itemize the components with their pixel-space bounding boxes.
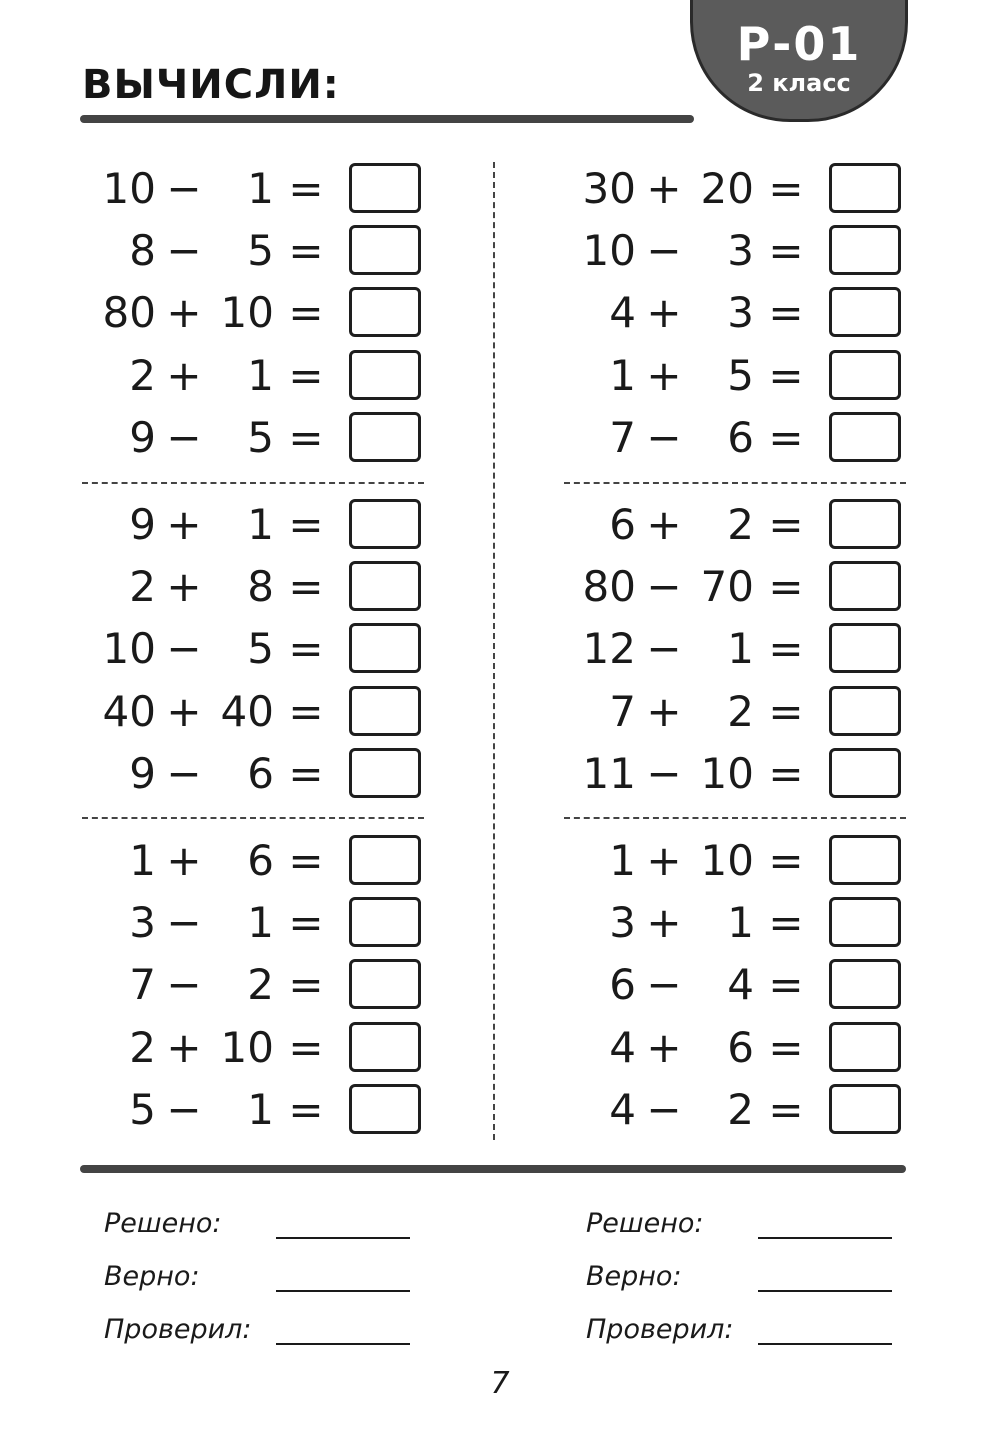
operator-sign: + <box>166 1022 202 1072</box>
operator-sign: + <box>166 288 202 338</box>
answer-box[interactable] <box>349 561 421 611</box>
second-operand: 10 <box>700 748 754 798</box>
equals-sign: = <box>288 1084 324 1134</box>
first-operand: 80 <box>582 562 636 612</box>
equals-sign: = <box>768 412 804 462</box>
second-operand: 1 <box>247 898 274 948</box>
footer-rule <box>80 1165 906 1173</box>
first-operand: 2 <box>129 1022 156 1072</box>
second-operand: 8 <box>247 562 274 612</box>
correct-blank[interactable] <box>276 1290 410 1292</box>
badge-code: Р-01 <box>736 17 862 71</box>
second-operand: 5 <box>247 412 274 462</box>
answer-box[interactable] <box>829 499 901 549</box>
second-operand: 40 <box>220 686 274 736</box>
answer-box[interactable] <box>829 561 901 611</box>
first-operand: 10 <box>102 624 156 674</box>
equals-sign: = <box>768 350 804 400</box>
equals-sign: = <box>768 226 804 276</box>
first-operand: 1 <box>609 350 636 400</box>
first-operand: 80 <box>102 288 156 338</box>
operator-sign: − <box>646 562 682 612</box>
equals-sign: = <box>768 686 804 736</box>
answer-box[interactable] <box>349 1084 421 1134</box>
answer-box[interactable] <box>829 686 901 736</box>
operator-sign: − <box>166 226 202 276</box>
checked-blank[interactable] <box>276 1343 410 1345</box>
equals-sign: = <box>768 288 804 338</box>
correct-label: Верно: <box>586 1261 682 1292</box>
answer-box[interactable] <box>829 623 901 673</box>
operator-sign: + <box>646 500 682 549</box>
equals-sign: = <box>768 164 804 213</box>
group-divider <box>564 482 906 484</box>
first-operand: 3 <box>129 898 156 948</box>
equals-sign: = <box>288 960 324 1010</box>
answer-box[interactable] <box>349 287 421 337</box>
equals-sign: = <box>768 748 804 798</box>
first-operand: 8 <box>129 226 156 276</box>
equals-sign: = <box>768 1084 804 1134</box>
second-operand: 6 <box>247 748 274 798</box>
operator-sign: + <box>646 686 682 736</box>
equals-sign: = <box>768 836 804 885</box>
equals-sign: = <box>288 350 324 400</box>
second-operand: 2 <box>247 960 274 1010</box>
equals-sign: = <box>288 748 324 798</box>
first-operand: 7 <box>609 412 636 462</box>
first-operand: 4 <box>609 1084 636 1134</box>
answer-box[interactable] <box>829 412 901 462</box>
first-operand: 2 <box>129 562 156 612</box>
first-operand: 6 <box>609 960 636 1010</box>
answer-box[interactable] <box>349 897 421 947</box>
second-operand: 1 <box>727 624 754 674</box>
solved-label: Решено: <box>104 1208 222 1239</box>
equals-sign: = <box>768 624 804 674</box>
equals-sign: = <box>288 226 324 276</box>
answer-box[interactable] <box>829 1084 901 1134</box>
first-operand: 4 <box>609 288 636 338</box>
answer-box[interactable] <box>349 350 421 400</box>
operator-sign: − <box>166 412 202 462</box>
second-operand: 3 <box>727 288 754 338</box>
answer-box[interactable] <box>349 225 421 275</box>
second-operand: 3 <box>727 226 754 276</box>
equals-sign: = <box>288 898 324 948</box>
second-operand: 4 <box>727 960 754 1010</box>
equals-sign: = <box>768 898 804 948</box>
answer-box[interactable] <box>349 163 421 213</box>
correct-label: Верно: <box>104 1261 200 1292</box>
first-operand: 6 <box>609 500 636 549</box>
correct-blank[interactable] <box>758 1290 892 1292</box>
second-operand: 2 <box>727 686 754 736</box>
first-operand: 30 <box>582 164 636 213</box>
first-operand: 1 <box>129 836 156 885</box>
operator-sign: + <box>166 686 202 736</box>
operator-sign: − <box>646 1084 682 1134</box>
solved-label: Решено: <box>586 1208 704 1239</box>
operator-sign: − <box>646 412 682 462</box>
operator-sign: − <box>166 624 202 674</box>
answer-box[interactable] <box>349 835 421 885</box>
second-operand: 1 <box>727 898 754 948</box>
operator-sign: − <box>166 898 202 948</box>
equals-sign: = <box>288 412 324 462</box>
answer-box[interactable] <box>349 499 421 549</box>
operator-sign: − <box>166 1084 202 1134</box>
second-operand: 1 <box>247 350 274 400</box>
group-divider <box>82 817 424 819</box>
first-operand: 10 <box>102 164 156 213</box>
group-divider <box>564 817 906 819</box>
first-operand: 2 <box>129 350 156 400</box>
badge-grade: 2 класс <box>747 69 851 97</box>
answer-box[interactable] <box>829 748 901 798</box>
answer-box[interactable] <box>349 959 421 1009</box>
second-operand: 6 <box>727 1022 754 1072</box>
second-operand: 2 <box>727 1084 754 1134</box>
equals-sign: = <box>768 960 804 1010</box>
column-divider <box>493 162 495 1140</box>
first-operand: 3 <box>609 898 636 948</box>
answer-box[interactable] <box>829 835 901 885</box>
operator-sign: − <box>646 748 682 798</box>
first-operand: 4 <box>609 1022 636 1072</box>
equals-sign: = <box>288 288 324 338</box>
operator-sign: + <box>166 500 202 549</box>
first-operand: 9 <box>129 748 156 798</box>
operator-sign: + <box>646 350 682 400</box>
operator-sign: + <box>166 836 202 885</box>
second-operand: 1 <box>247 1084 274 1134</box>
first-operand: 7 <box>609 686 636 736</box>
first-operand: 10 <box>582 226 636 276</box>
first-operand: 12 <box>582 624 636 674</box>
operator-sign: + <box>166 562 202 612</box>
equals-sign: = <box>288 562 324 612</box>
first-operand: 11 <box>582 748 636 798</box>
answer-box[interactable] <box>349 1022 421 1072</box>
second-operand: 5 <box>247 624 274 674</box>
equals-sign: = <box>288 836 324 885</box>
operator-sign: + <box>646 288 682 338</box>
equals-sign: = <box>288 164 324 213</box>
operator-sign: − <box>646 226 682 276</box>
first-operand: 1 <box>609 836 636 885</box>
second-operand: 10 <box>220 1022 274 1072</box>
second-operand: 6 <box>727 412 754 462</box>
equals-sign: = <box>768 1022 804 1072</box>
answer-box[interactable] <box>829 163 901 213</box>
second-operand: 6 <box>247 836 274 885</box>
worksheet-badge <box>690 0 908 122</box>
operator-sign: + <box>646 836 682 885</box>
operator-sign: + <box>646 1022 682 1072</box>
second-operand: 10 <box>220 288 274 338</box>
equals-sign: = <box>288 500 324 549</box>
checked-blank[interactable] <box>758 1343 892 1345</box>
second-operand: 1 <box>247 164 274 213</box>
answer-box[interactable] <box>349 748 421 798</box>
first-operand: 9 <box>129 412 156 462</box>
first-operand: 5 <box>129 1084 156 1134</box>
title-underline <box>80 115 694 123</box>
first-operand: 40 <box>102 686 156 736</box>
second-operand: 5 <box>247 226 274 276</box>
second-operand: 20 <box>700 164 754 213</box>
answer-box[interactable] <box>829 287 901 337</box>
equals-sign: = <box>288 686 324 736</box>
equals-sign: = <box>288 1022 324 1072</box>
operator-sign: − <box>166 748 202 798</box>
answer-box[interactable] <box>829 350 901 400</box>
operator-sign: − <box>646 624 682 674</box>
page-title: ВЫЧИСЛИ: <box>82 62 340 108</box>
answer-box[interactable] <box>349 686 421 736</box>
answer-box[interactable] <box>829 959 901 1009</box>
second-operand: 70 <box>700 562 754 612</box>
second-operand: 5 <box>727 350 754 400</box>
equals-sign: = <box>768 500 804 549</box>
page-number: 7 <box>490 1366 510 1401</box>
answer-box[interactable] <box>349 623 421 673</box>
operator-sign: − <box>166 164 202 213</box>
equals-sign: = <box>288 624 324 674</box>
operator-sign: + <box>646 164 682 213</box>
checked-label: Проверил: <box>104 1314 252 1345</box>
solved-blank[interactable] <box>276 1237 410 1239</box>
equals-sign: = <box>768 562 804 612</box>
second-operand: 1 <box>247 500 274 549</box>
operator-sign: − <box>646 960 682 1010</box>
checked-label: Проверил: <box>586 1314 734 1345</box>
answer-box[interactable] <box>349 412 421 462</box>
operator-sign: + <box>646 898 682 948</box>
answer-box[interactable] <box>829 897 901 947</box>
second-operand: 10 <box>700 836 754 885</box>
group-divider <box>82 482 424 484</box>
solved-blank[interactable] <box>758 1237 892 1239</box>
operator-sign: − <box>166 960 202 1010</box>
second-operand: 2 <box>727 500 754 549</box>
first-operand: 9 <box>129 500 156 549</box>
first-operand: 7 <box>129 960 156 1010</box>
operator-sign: + <box>166 350 202 400</box>
answer-box[interactable] <box>829 1022 901 1072</box>
answer-box[interactable] <box>829 225 901 275</box>
